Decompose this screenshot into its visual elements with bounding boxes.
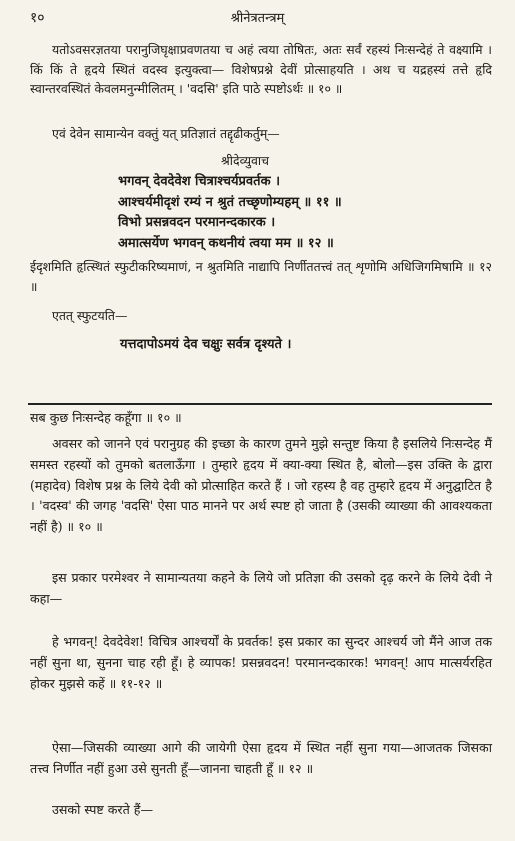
hindi-translation-para-1: अवसर को जानने एवं परानुग्रह की इच्छा के कारण तुमने मुझे सन्तुष्ट किया है इसलिये निःसन्देह मैं समस्त रहस्यों को तुमको बतलाऊँगा । तुम्हारे हृदय में क्या-क्या स्थित है, बोलो—इस उक्ति के द्वारा (महादेव) विशेष प्रश्न के लिये देवी को प्रोत्साहित करते हैं । जो रहस्य है वह तुम्हारे हृदय में अनुद्घाटित है । 'वदस्व' की जगह 'वदसि' ऐसा पाठ मानने पर अर्थ स्पष्ट हो जाता है (उसकी व्याख्या की आवश्यकता नहीं है) ॥ १० ॥: [30, 436, 492, 535]
hindi-translation-para-3: हे भगवन्! देवदेवेश! विचित्र आश्चर्यों के प्रवर्तक! इस प्रकार का सुन्दर आश्चर्य जो मैंने आज तक नहीं सुना था, सुनना चाह रही हूँ। हे व्यापक! प्रसन्नवदन! परमानन्दकारक! भगवन्! आप मात्सर्यरहित होकर मुझसे कहें ॥ ११-१२ ॥: [30, 634, 492, 691]
verse-11-12: भगवन् देवदेवेश चित्राश्चर्यप्रवर्तक । आश्चर्यमीदृशं रम्यं न श्रुतं तच्छृणोम्यहम् ॥ ११ ॥ विभो प्रसन्नवदन परमानन्दकारक । अमात्सर्येण भगवन् कथनीयं त्वया मम ॥ १२ ॥: [118, 174, 342, 251]
sanskrit-commentary-para-3: ईदृशमिति हृत्स्थितं स्फुटीकरिष्यमाणं, न श्रुतमिति नाद्यापि निर्णीततत्त्वं तत् शृणोमि अधिजिगमिषामि ॥ १२ ॥: [30, 259, 492, 294]
hindi-translation-para-5: उसको स्पष्ट करते हैं—: [52, 802, 154, 817]
page-number: १०: [30, 10, 45, 26]
sanskrit-commentary-para-4: एतत् स्फुटयति—: [52, 308, 128, 323]
hindi-line-1: सब कुछ निःसन्देह कहूँगा ॥ १० ॥: [30, 410, 182, 425]
sanskrit-commentary-para-1: यतोऽवसरज्ञतया परानुजिघृक्षाप्रवणतया च अहं त्वया तोषितः, अतः सर्वं रहस्यं निःसन्देहं ते वक्ष्यामि । किं किं ते हृदये स्थितं वदस्व इत्युक्त्वा— विशेषप्रश्ने देवीं प्रोत्साहयति । अथ च यद्रहस्यं तत्ते हृदि स्वान्तरवस्थितं केवलमनुन्मीलितम् । 'वदसि' इति पाठे स्पष्टोऽर्थः ॥ १० ॥: [30, 42, 492, 96]
hindi-translation-para-4: ऐसा—जिसकी व्याख्या आगे की जायेगी ऐसा हृदय में स्थित नहीं सुना गया—आजतक जिसका तत्त्व निर्णीत नहीं हुआ उसे सुनती हूँ—जानना चाहती हूँ ॥ १२ ॥: [30, 740, 492, 776]
section-divider: [28, 403, 492, 405]
speaker-heading: श्रीदेव्युवाच: [221, 153, 269, 168]
running-title: श्रीनेत्रतन्त्रम्: [230, 11, 285, 26]
verse-13-first-line: यत्तदापोऽमयं देव चक्षुः सर्वत्र दृश्यते ।: [120, 337, 292, 352]
sanskrit-commentary-para-2: एवं देवेन सामान्येन वक्तुं यत् प्रतिज्ञातं तद्दृढीकर्तुम्—: [52, 126, 280, 141]
running-header: [0, 6, 515, 28]
hindi-translation-para-2: इस प्रकार परमेश्वर ने सामान्यतया कहने के लिये जो प्रतिज्ञा की उसको दृढ़ करने के लिये देवी ने कहा—: [30, 570, 492, 606]
